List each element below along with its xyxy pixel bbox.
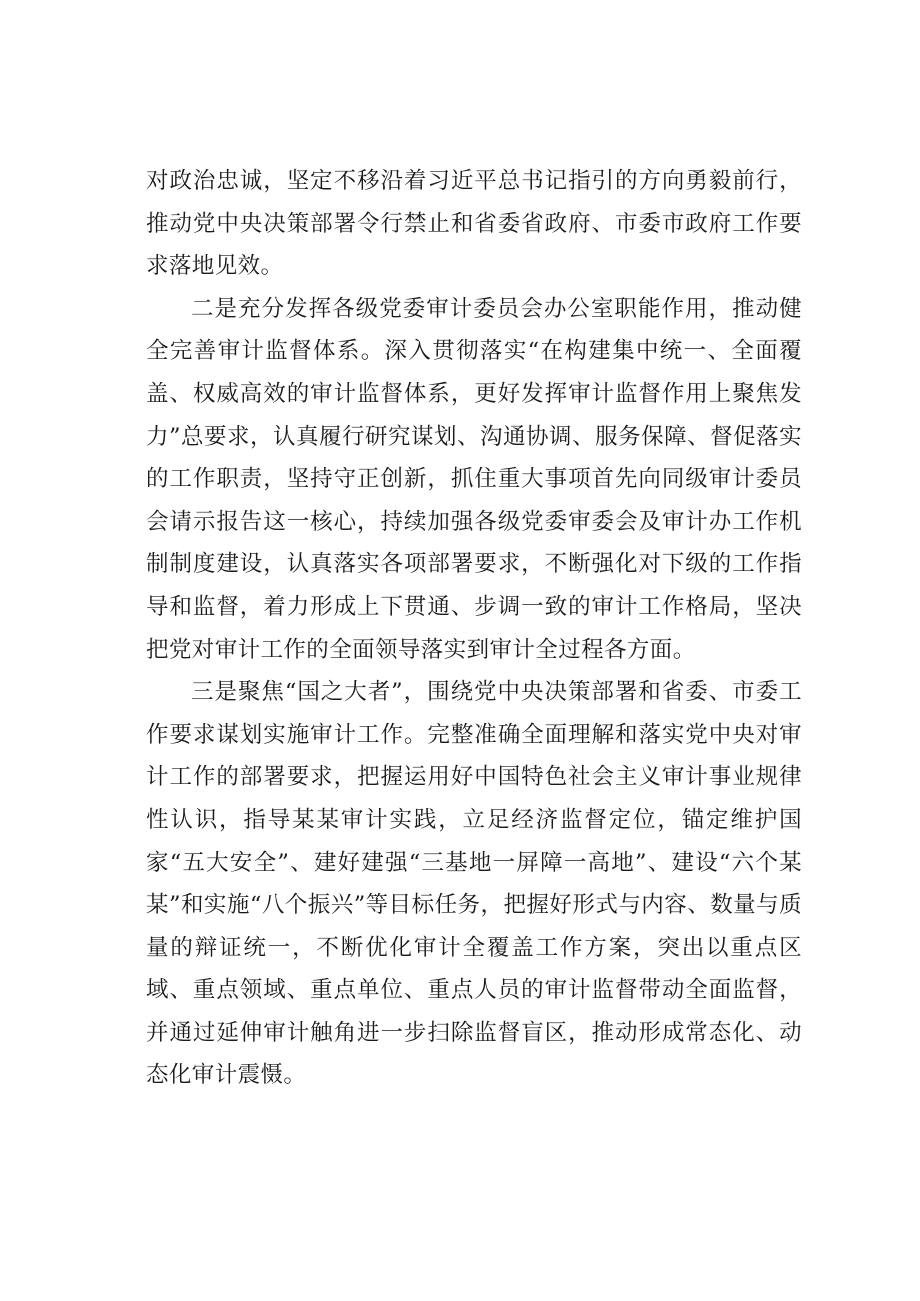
- paragraph-point-two: 二是充分发挥各级党委审计委员会办公室职能作用，推动健全完善审计监督体系。深入贯彻落实“在构建集中统一、全面覆盖、权威高效的审计监督体系，更好发挥审计监督作用上聚焦发力”总要求，认真履行研究谋划、沟通协调、服务保障、督促落实的工作职责，坚持守正创新，抓住重大事项首先向同级审计委员会请示报告这一核心，持续加强各级党委审委会及审计办工作机制制度建设，认真落实各项部署要求，不断强化对下级的工作指导和监督，着力形成上下贯通、步调一致的审计工作格局，坚决把党对审计工作的全面领导落实到审计全过程各方面。: [146, 295, 802, 663]
- paragraph-point-three: 三是聚焦“国之大者”，围绕党中央决策部署和省委、市委工作要求谋划实施审计工作。完整准确全面理解和落实党中央对审计工作的部署要求，把握运用好中国特色社会主义审计事业规律性认识，指导某某审计实践，立足经济监督定位，锚定维护国家“五大安全”、建好建强“三基地一屏障一高地”、建设“六个某某”和实施“八个振兴”等目标任务，把握好形式与内容、数量与质量的辩证统一，不断优化审计全覆盖工作方案，突出以重点区域、重点领域、重点单位、重点人员的审计监督带动全面监督，并通过延伸审计触角进一步扫除监督盲区，推动形成常态化、动态化审计震慑。: [146, 679, 802, 1089]
- paragraph-continuation: 对政治忠诚，坚定不移沿着习近平总书记指引的方向勇毅前行，推动党中央决策部署令行禁止和省委省政府、市委市政府工作要求落地见效。: [146, 168, 802, 280]
- document-body: [146, 160, 802, 1097]
